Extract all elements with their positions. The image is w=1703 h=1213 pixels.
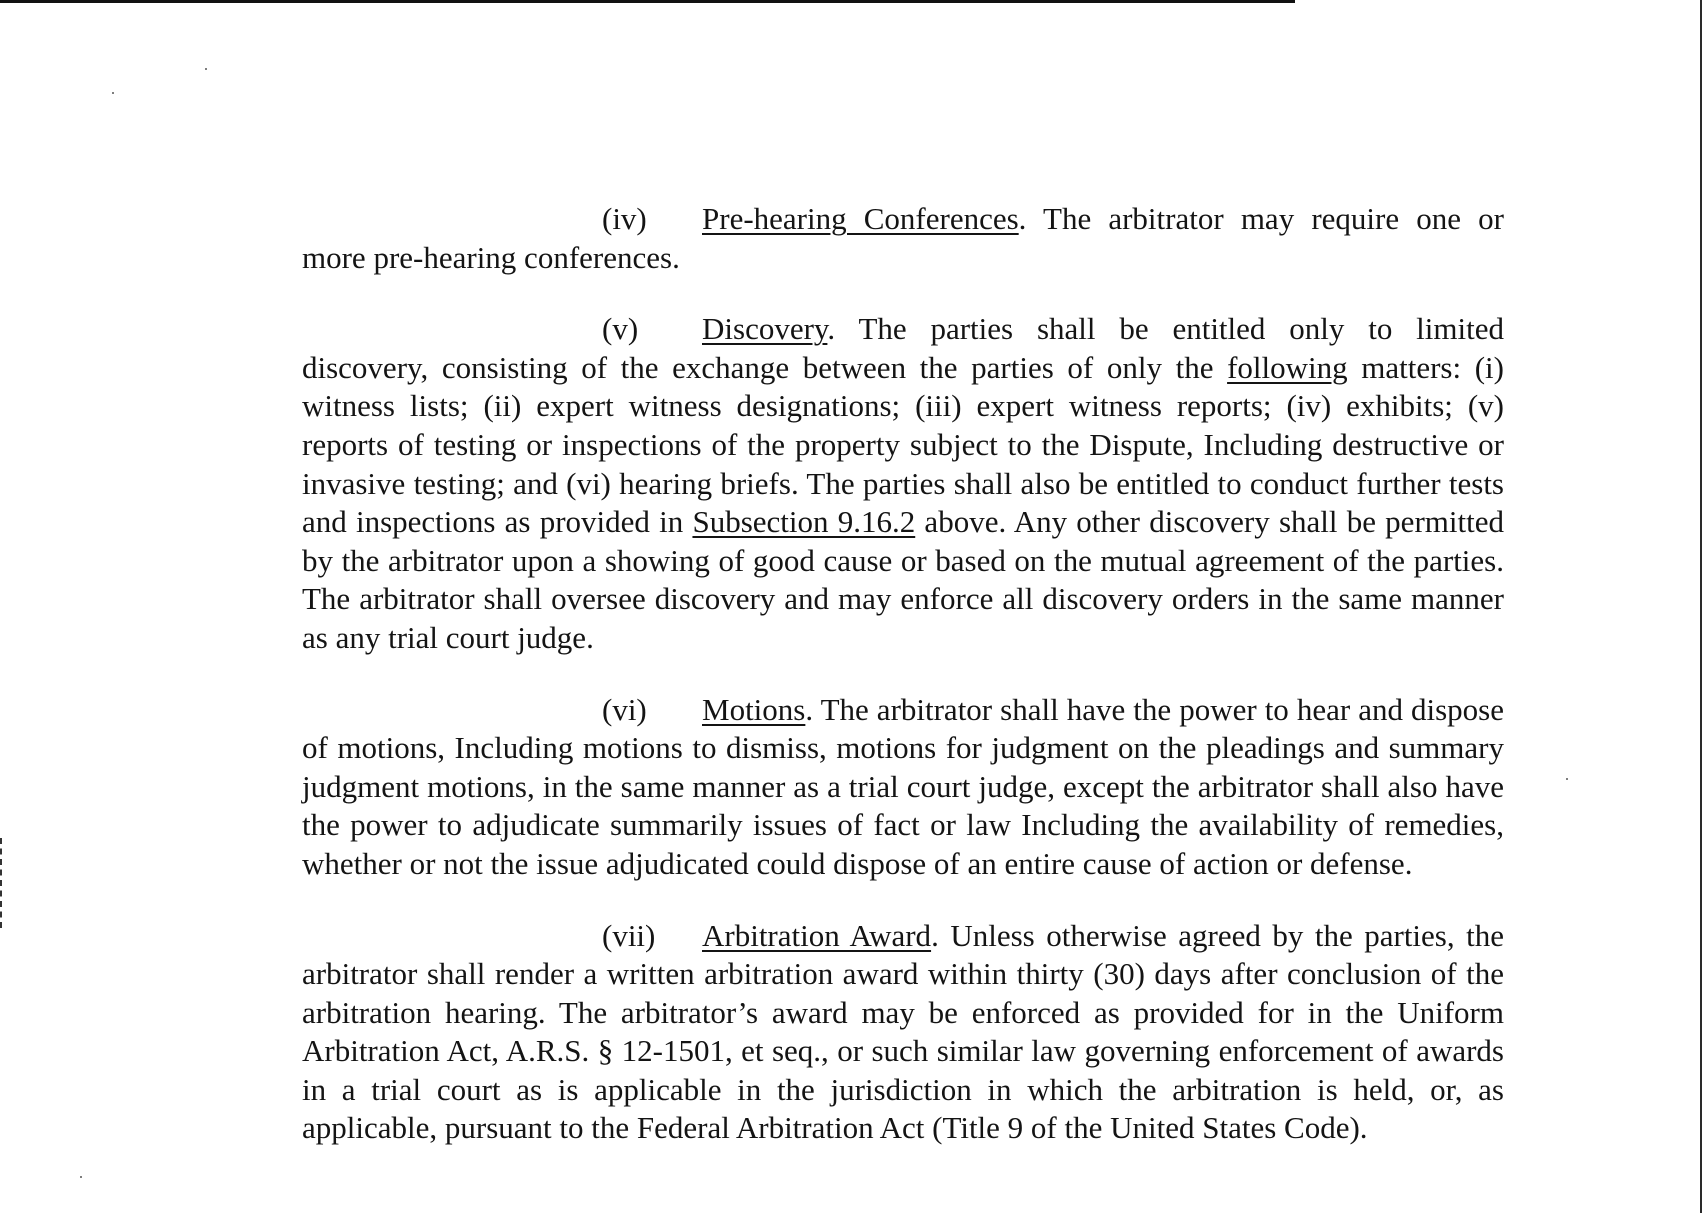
scan-speck <box>80 1176 82 1178</box>
section-text: . The arbitrator shall have the power to hear and dispose of motions, Including motions to dismiss, motions for judgment on the pleadings and summary judgment motions, in the same manner as a trial court judge, except the arbitrator shall also have the power to adjudicate summarily issues of fact or law Including the availability of remedies, whether or not the issue adjudicated could dispose of an entire cause of action or defense. <box>302 691 1504 881</box>
section-heading: Pre-hearing Conferences <box>702 201 1019 236</box>
left-margin-scan-marks <box>0 838 4 928</box>
scan-speck <box>112 92 114 94</box>
document-body <box>302 200 1504 1181</box>
section-text: matters: (i) witness lists; (ii) expert witness designations; (iii) expert witness reports; (iv) exhibits; (v) reports of testing or inspections of the property subject to the Dispute, Including destructive or invasive testing; and (vi) hearing briefs. The parties shall also be entitled to conduct further tests and inspections as provided in <box>302 349 1504 540</box>
scan-speck <box>205 68 207 70</box>
section-heading: Arbitration Award <box>702 917 932 953</box>
section-number: (vii) <box>602 917 656 953</box>
section-iv <box>302 200 1504 277</box>
scan-speck <box>1566 778 1568 780</box>
section-heading: Motions <box>702 691 806 727</box>
section-number: (v) <box>602 311 639 347</box>
section-number: (vi) <box>602 691 647 727</box>
right-page-edge <box>1700 0 1702 1213</box>
section-v <box>302 310 1504 657</box>
subsection-reference: Subsection 9.16.2 <box>692 504 916 540</box>
section-vii <box>302 917 1504 1149</box>
section-text: . Unless otherwise agreed by the parties, the arbitrator shall render a written arbitration award within thirty (30) days after conclusion of the arbitration hearing. The arbitrator’s award may be enforced as provided for in the Uniform Arbitration Act, A.R.S. § 12-1501, et seq., or such similar law governing enforcement of awards in a trial court as is applicable in the jurisdiction in which the arbitration is held, or, as applicable, pursuant to the Federal Arbitration Act (Title 9 of the United States Code). <box>302 917 1504 1146</box>
section-number: (iv) <box>602 201 647 236</box>
section-text: . The arbitrator may require one or more pre-hearing conferences. <box>302 201 1504 275</box>
top-border-line <box>0 0 1295 3</box>
underlined-term: following <box>1227 349 1348 385</box>
section-vi <box>302 691 1504 884</box>
section-text: above. Any other discovery shall be permitted by the arbitrator upon a showing of good cause or based on the mutual agreement of the parties. The arbitrator shall oversee discovery and may enforce all discovery orders in the same manner as any trial court judge. <box>302 504 1504 655</box>
section-text: . The parties shall be entitled only to limited discovery, consisting of the exchange between the parties of only the <box>302 311 1504 385</box>
section-heading: Discovery <box>702 311 828 347</box>
